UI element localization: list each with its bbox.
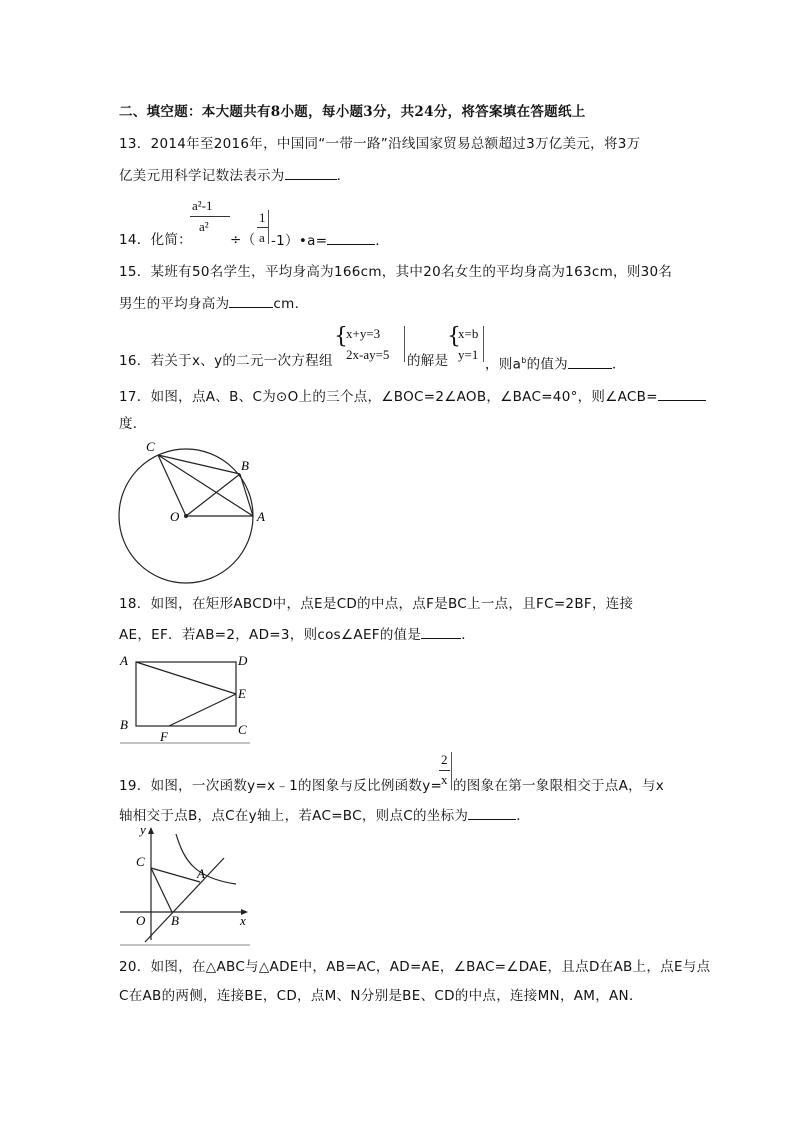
segment-cb — [158, 455, 240, 474]
q17-line1: 17．如图，点A、B、C为⊙O上的三个点，∠BOC=2∠AOB，∠BAC=40°，则∠ACB= — [119, 386, 706, 407]
answer-blank — [468, 805, 516, 820]
q14-inner-numerator: 1 — [259, 210, 266, 225]
label-e: E — [238, 686, 246, 701]
q14-fraction-bar — [190, 216, 230, 217]
q14-prefix: 14．化简： — [119, 232, 192, 248]
label-a: A — [197, 866, 205, 881]
linear-graph — [145, 858, 224, 942]
q16-solution-brace: { — [447, 324, 461, 349]
q13-line2-text: 亿美元用科学记数法表示为 — [119, 168, 285, 184]
q16-sol2: y=1 — [458, 347, 479, 362]
answer-blank — [421, 624, 461, 639]
q19-fraction-bar — [439, 770, 450, 771]
segment-bo — [186, 474, 240, 516]
q19-fraction-numerator: 2 — [441, 752, 448, 767]
q16-left-brace: { — [334, 324, 348, 349]
label-d: D — [238, 653, 248, 668]
q19-line1a: 19．如图，一次函数y=x﹣1的图象与反比例函数y= — [119, 778, 443, 794]
label-b: B — [241, 458, 249, 473]
q14-fraction-denominator: a² — [199, 219, 209, 234]
q19-divider — [451, 752, 452, 790]
q13-line1: 13．2014年至2016年，中国同“一带一路”沿线国家贸易总额超过3万亿美元，将3万 — [119, 136, 641, 152]
q14-inner-bar — [257, 227, 268, 228]
q17-line2: 度． — [119, 416, 147, 432]
q14-fraction-numerator: a²-1 — [192, 198, 213, 213]
label-o: O — [170, 509, 180, 524]
q16-sol1: x=b — [458, 326, 479, 341]
q15-line1: 15．某班有50名学生，平均身高为166cm，其中20名女生的平均身高为163cm，则30名 — [119, 264, 673, 280]
label-o: O — [136, 913, 146, 928]
q14-inner-divider — [268, 210, 269, 244]
answer-blank — [658, 386, 706, 401]
label-f: F — [160, 729, 168, 744]
q13-line2-end: ． — [336, 168, 351, 184]
label-a: A — [257, 509, 265, 524]
q19-fraction-denominator: x — [441, 772, 448, 787]
q16-prefix: 16．若关于x、y的二元一次方程组 — [119, 353, 333, 369]
y-axis-arrow — [148, 827, 154, 834]
q15-line2: 男生的平均身高为 cm． — [119, 293, 308, 314]
label-a: A — [120, 653, 128, 668]
rect-abcd — [136, 662, 236, 726]
q16-divider — [404, 326, 405, 362]
q16-mid: 的解是 — [407, 353, 449, 369]
section-heading: 二、填空题：本大题共有8小题，每小题3分，共24分，将答案填在答题纸上 — [119, 104, 586, 120]
q14-inner-rest: -1）•a= ． — [271, 230, 389, 251]
q18-line2: AE，EF．若AB=2，AD=3，则cos∠AEF的值是 ． — [119, 624, 475, 645]
segment-ca — [151, 868, 200, 882]
label-b: B — [171, 913, 179, 928]
segment-ef — [169, 694, 236, 726]
segment-cb — [151, 868, 172, 912]
label-x: x — [240, 913, 246, 928]
label-c: C — [136, 854, 145, 869]
label-b: B — [120, 717, 128, 732]
answer-blank — [285, 165, 337, 180]
segment-ae — [136, 662, 236, 694]
q16-rest: ，则$a^b$的值为 ． — [485, 351, 626, 375]
q16-eq1: x+y=3 — [346, 326, 381, 341]
segment-ba — [240, 474, 253, 516]
answer-blank — [568, 354, 612, 369]
q20-line2: C在AB的两侧，连接BE，CD，点M、N分别是BE、CD的中点，连接MN，AM，AN． — [119, 988, 643, 1004]
q17-circle-figure — [110, 434, 280, 584]
q16-sol-divider — [483, 326, 484, 362]
label-c: C — [238, 722, 247, 737]
answer-blank — [229, 293, 273, 308]
q20-line1: 20．如图，在△ABC与△ADE中，AB=AC，AD=AE，∠BAC=∠DAE，且点D在AB上，点E与点 — [119, 959, 711, 975]
center-point — [184, 514, 188, 518]
q18-rectangle-figure — [114, 650, 254, 746]
q16-eq2: 2x-ay=5 — [346, 347, 390, 362]
q19-line1b: 的图象在第一象限相交于点A，与x — [453, 778, 665, 794]
q14-divide: ÷（ — [230, 232, 256, 248]
label-c: C — [146, 439, 155, 454]
q19-line2: 轴相交于点B，点C在y轴上，若AC=BC，则点C的坐标为 ． — [119, 805, 530, 826]
answer-blank — [327, 230, 375, 245]
q19-graph-figure — [114, 822, 254, 948]
q14-inner-denominator: a — [259, 230, 265, 245]
q13-line2 — [119, 165, 350, 186]
label-y: y — [140, 822, 146, 837]
q18-line1: 18．如图，在矩形ABCD中，点E是CD的中点，点F是BC上一点，且FC=2BF，连接 — [119, 596, 634, 612]
